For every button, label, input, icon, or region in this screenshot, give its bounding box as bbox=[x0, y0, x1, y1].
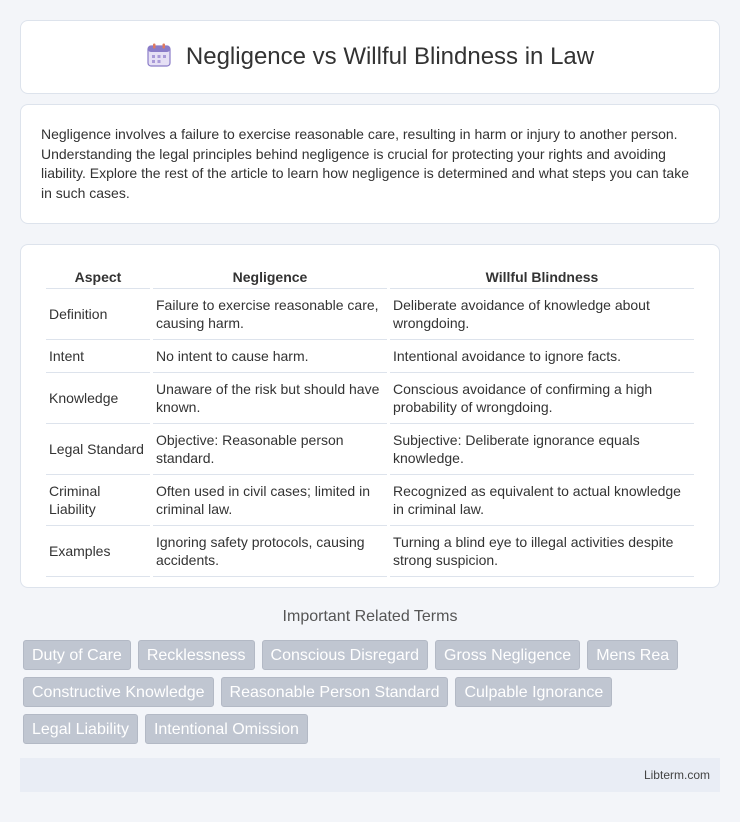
comparison-table-card bbox=[20, 244, 720, 588]
row-negligence: Often used in civil cases; limited in criminal law. bbox=[153, 475, 387, 526]
term-tag[interactable]: Duty of Care bbox=[23, 640, 131, 670]
term-tag[interactable]: Constructive Knowledge bbox=[23, 677, 214, 707]
header-card bbox=[20, 20, 720, 94]
footer-link[interactable]: Libterm.com bbox=[643, 768, 710, 782]
term-tag[interactable]: Recklessness bbox=[138, 640, 255, 670]
term-tag[interactable]: Mens Rea bbox=[587, 640, 678, 670]
term-tag[interactable]: Legal Liability bbox=[23, 714, 138, 744]
table-row bbox=[46, 526, 694, 577]
row-aspect: Intent bbox=[46, 340, 150, 373]
row-negligence: Failure to exercise reasonable care, causing harm. bbox=[153, 289, 387, 340]
table-row bbox=[46, 475, 694, 526]
row-willful-blindness: Recognized as equivalent to actual knowledge in criminal law. bbox=[390, 475, 694, 526]
table-row bbox=[46, 424, 694, 475]
table-header-row bbox=[46, 265, 694, 289]
row-negligence: No intent to cause harm. bbox=[153, 340, 387, 373]
header-negligence: Negligence bbox=[153, 265, 387, 289]
table-row bbox=[46, 373, 694, 424]
intro-card bbox=[20, 104, 720, 224]
intro-text: Negligence involves a failure to exercise reasonable care, resulting in harm or injury to another person. Understanding the legal principles behind negligence is crucial for protecting your rights and avoiding liability. Explore the rest of the article to learn how negligence is determined and what steps you can take in such cases. bbox=[41, 126, 689, 201]
table-row bbox=[46, 340, 694, 373]
table-row bbox=[46, 289, 694, 340]
related-terms-list bbox=[23, 640, 723, 744]
term-tag[interactable]: Conscious Disregard bbox=[262, 640, 429, 670]
row-aspect: Examples bbox=[46, 526, 150, 577]
row-willful-blindness: Turning a blind eye to illegal activities despite strong suspicion. bbox=[390, 526, 694, 577]
term-tag[interactable]: Culpable Ignorance bbox=[455, 677, 612, 707]
row-aspect: Definition bbox=[46, 289, 150, 340]
row-negligence: Objective: Reasonable person standard. bbox=[153, 424, 387, 475]
term-tag[interactable]: Intentional Omission bbox=[145, 714, 308, 744]
footer bbox=[20, 758, 720, 792]
row-negligence: Ignoring safety protocols, causing accidents. bbox=[153, 526, 387, 577]
related-terms-title: Important Related Terms bbox=[282, 608, 458, 625]
row-aspect: Knowledge bbox=[46, 373, 150, 424]
row-willful-blindness: Deliberate avoidance of knowledge about wrongdoing. bbox=[390, 289, 694, 340]
row-willful-blindness: Conscious avoidance of confirming a high probability of wrongdoing. bbox=[390, 373, 694, 424]
row-aspect: Criminal Liability bbox=[46, 475, 150, 526]
term-tag[interactable]: Gross Negligence bbox=[435, 640, 580, 670]
term-tag[interactable]: Reasonable Person Standard bbox=[221, 677, 449, 707]
header-aspect: Aspect bbox=[46, 265, 150, 289]
comparison-table bbox=[43, 265, 697, 577]
page-title: Negligence vs Willful Blindness in Law bbox=[185, 43, 595, 70]
calendar-icon bbox=[146, 42, 172, 73]
row-willful-blindness: Subjective: Deliberate ignorance equals knowledge. bbox=[390, 424, 694, 475]
row-willful-blindness: Intentional avoidance to ignore facts. bbox=[390, 340, 694, 373]
row-aspect: Legal Standard bbox=[46, 424, 150, 475]
row-negligence: Unaware of the risk but should have known. bbox=[153, 373, 387, 424]
header-willful-blindness: Willful Blindness bbox=[390, 265, 694, 289]
